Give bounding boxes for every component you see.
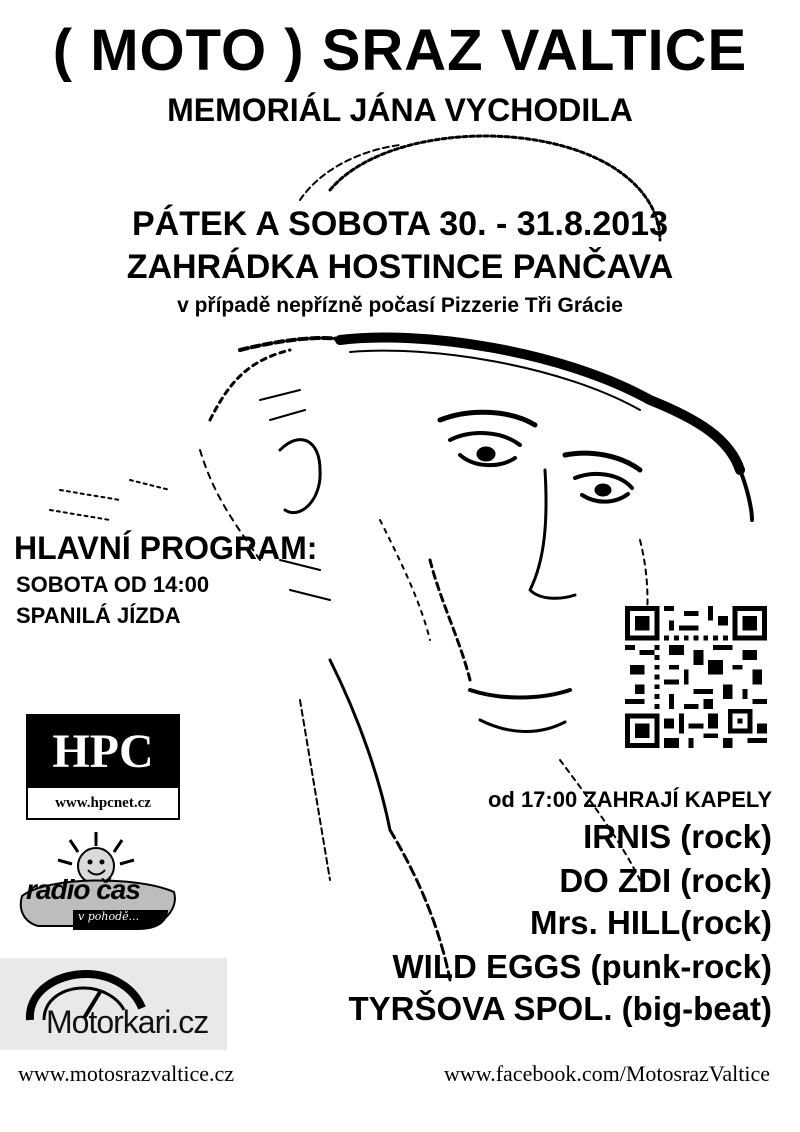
website-link[interactable]: www.motosrazvaltice.cz — [18, 1061, 235, 1086]
motorkari-name: Motorkari.cz — [46, 1004, 209, 1040]
radio-cas-slogan: v pohodě... — [78, 910, 140, 923]
event-date: PÁTEK A SOBOTA 30. - 31.8.2013 — [132, 205, 668, 243]
bad-weather-note: v případě nepřízně počasí Pizzerie Tři Grácie — [177, 294, 623, 317]
radio-cas-logo — [18, 826, 178, 936]
event-venue: ZAHRÁDKA HOSTINCE PANČAVA — [126, 248, 674, 286]
bands-heading: od 17:00 ZAHRAJÍ KAPELY — [487, 787, 772, 812]
poster-title: ( MOTO ) SRAZ VALTICE — [52, 18, 748, 83]
motorkari-logo — [0, 958, 227, 1050]
hpc-logo-url: www.hpcnet.cz — [55, 795, 151, 811]
main-program-heading: HLAVNÍ PROGRAM: — [14, 530, 318, 566]
band-item: Mrs. HILL(rock) — [529, 904, 772, 941]
band-item: TYRŠOVA SPOL. (big-beat) — [348, 990, 772, 1027]
qr-code-icon — [625, 606, 767, 748]
band-item: IRNIS (rock) — [583, 818, 772, 855]
radio-cas-name: radio čas — [26, 874, 140, 905]
hpc-logo — [26, 714, 180, 820]
poster-subtitle: MEMORIÁL JÁNA VYCHODILA — [167, 92, 633, 128]
band-item: WILD EGGS (punk-rock) — [392, 948, 772, 985]
band-item: DO ZDI (rock) — [559, 862, 772, 899]
main-program-item: SPANILÁ JÍZDA — [16, 603, 181, 628]
hpc-logo-name: HPC — [28, 716, 178, 788]
main-program-item: SOBOTA OD 14:00 — [16, 572, 210, 597]
facebook-link[interactable]: www.facebook.com/MotosrazValtice — [443, 1061, 770, 1086]
